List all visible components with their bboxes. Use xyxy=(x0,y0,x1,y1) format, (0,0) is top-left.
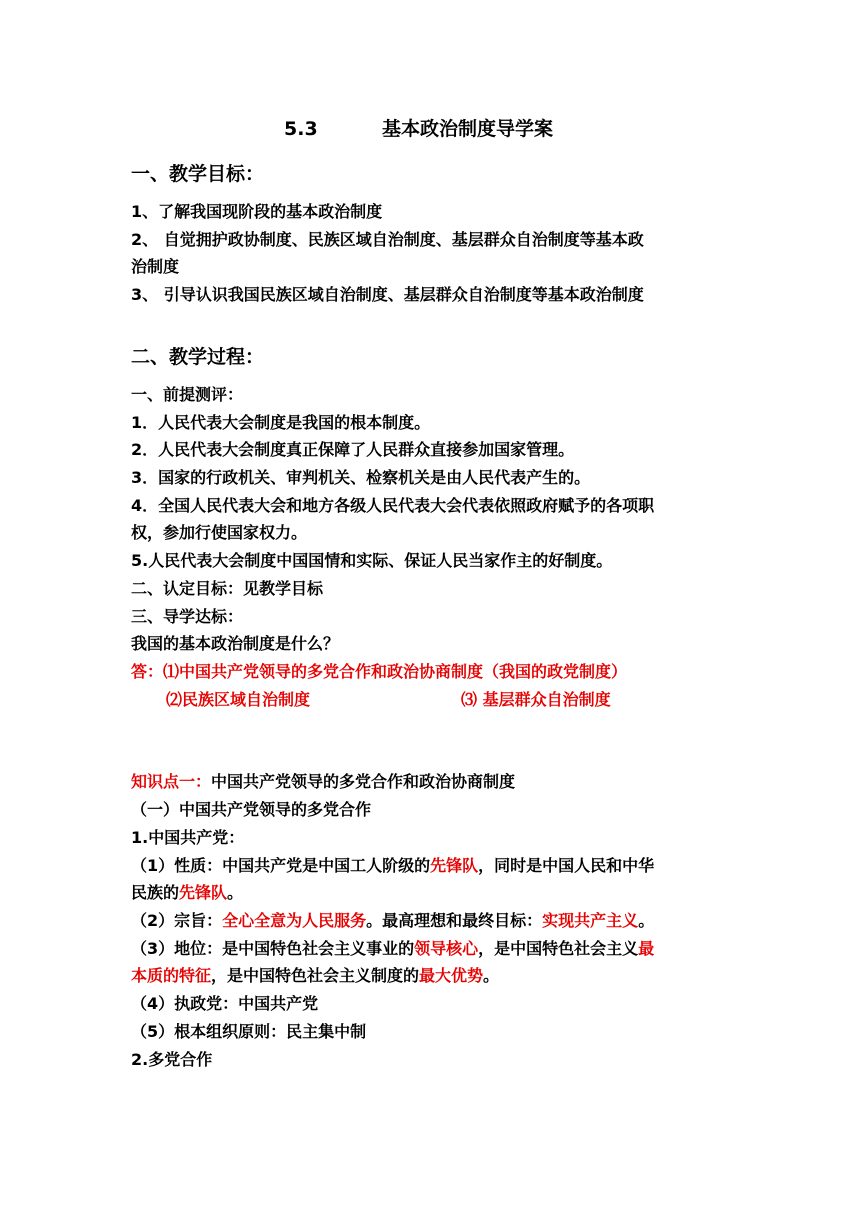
guide-heading: 三、导学达标： xyxy=(131,607,244,626)
ruling-party: （4）执政党：中国共产党 xyxy=(131,994,319,1013)
status-highlight: 领导核心 xyxy=(414,939,479,958)
objective-item: 治制度 xyxy=(131,257,180,276)
pretest-item: 5.人民代表大会制度中国国情和实际、保证人民当家作主的好制度。 xyxy=(131,551,613,570)
answer-line-1: 答：⑴中国共产党领导的多党合作和政治协商制度（我国的政党制度） xyxy=(131,662,628,681)
organization-principle: （5）根本组织原则：民主集中制 xyxy=(131,1022,367,1041)
purpose-highlight: 全心全意为人民服务 xyxy=(222,911,367,930)
status-line-1 xyxy=(131,939,654,959)
nature-text: 民族的 xyxy=(131,883,180,902)
question: 我国的基本政治制度是什么？ xyxy=(131,634,340,653)
sub-heading: （一）中国共产党领导的多党合作 xyxy=(131,800,372,819)
nature-highlight: 先锋队 xyxy=(430,856,479,875)
objectives-heading: 一、教学目标： xyxy=(131,163,265,185)
nature-text: （1）性质：中国共产党是中国工人阶级的 xyxy=(131,856,431,875)
title-text: 基本政治制度导学案 xyxy=(382,118,554,140)
item1-heading: 1.中国共产党： xyxy=(131,828,245,847)
status-text: ，是中国特色社会主义 xyxy=(478,939,639,958)
knowledge-point-text: 中国共产党领导的多党合作和政治协商制度 xyxy=(211,772,516,791)
title-number: 5.3 xyxy=(284,118,318,140)
nature-text: ，同时是中国人民和中华 xyxy=(478,856,655,875)
objective-item: 1、了解我国现阶段的基本政治制度 xyxy=(131,202,383,221)
objective-item: 3、 引导认识我国民族区域自治制度、基层群众自治制度等基本政治制度 xyxy=(131,285,644,304)
knowledge-point-title xyxy=(131,772,515,792)
goal-line: 二、认定目标：见教学目标 xyxy=(131,579,324,598)
purpose-text: 。 xyxy=(638,911,655,930)
answer-line-3: ⑶ 基层群众自治制度 xyxy=(461,690,611,709)
nature-line-1 xyxy=(131,856,654,876)
pretest-item: 4．全国人民代表大会和地方各级人民代表大会代表依照政府赋予的各项职 xyxy=(131,496,655,515)
nature-line-2 xyxy=(131,883,243,903)
nature-highlight: 先锋队 xyxy=(179,883,228,902)
pretest-item: 1．人民代表大会制度是我国的根本制度。 xyxy=(131,413,431,432)
status-text: 。 xyxy=(483,966,500,985)
nature-text: 。 xyxy=(227,883,244,902)
status-text: （3）地位：是中国特色社会主义事业的 xyxy=(131,939,415,958)
pretest-heading: 一、前提测评： xyxy=(131,385,244,404)
status-line-2 xyxy=(131,966,499,986)
pretest-item: 2．人民代表大会制度真正保障了人民群众直接参加国家管理。 xyxy=(131,440,575,459)
status-highlight: 最大优势 xyxy=(419,966,484,985)
status-highlight: 本质的特征 xyxy=(131,966,212,985)
purpose-text: 。最高理想和最终目标： xyxy=(366,911,543,930)
status-highlight: 最 xyxy=(638,939,655,958)
pretest-item: 权，参加行使国家权力。 xyxy=(131,523,308,542)
purpose-highlight: 实现共产主义 xyxy=(542,911,639,930)
process-heading: 二、教学过程： xyxy=(131,346,265,368)
purpose-line xyxy=(131,911,654,931)
purpose-text: （2）宗旨： xyxy=(131,911,223,930)
objective-item: 2、 自觉拥护政协制度、民族区域自治制度、基层群众自治制度等基本政 xyxy=(131,230,644,249)
pretest-item: 3．国家的行政机关、审判机关、检察机关是由人民代表产生的。 xyxy=(131,468,591,487)
item2-heading: 2.多党合作 xyxy=(131,1050,213,1069)
answer-line-2: ⑵民族区域自治制度 xyxy=(166,690,311,709)
knowledge-point-label: 知识点一： xyxy=(131,772,212,791)
status-text: ，是中国特色社会主义制度的 xyxy=(211,966,420,985)
